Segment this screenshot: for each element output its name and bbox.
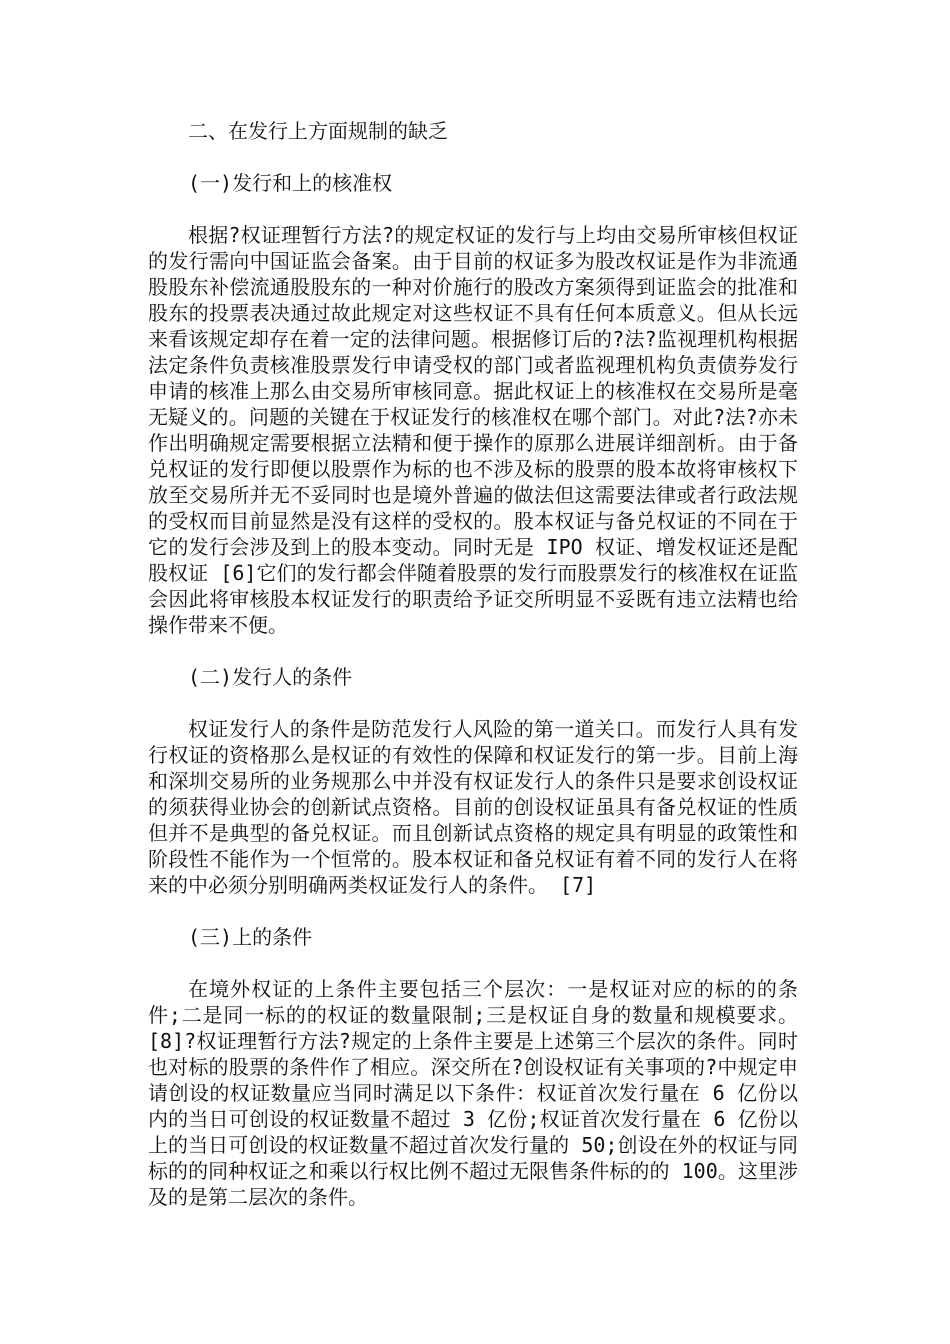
main-heading: 二、在发行上方面规制的缺乏	[188, 119, 448, 143]
section-3-paragraph: 在境外权证的上条件主要包括三个层次：一是权证对应的标的的条件;二是同一标的的权证的数量限制;三是权证自身的数量和规模要求。 [8]?权证理暂行方法?规定的上条件主要是上述第三个层次的条件。同时也对标的股票的条件作了相应。深交所在?创设权证有关事项的?中规定申请创设的权证数量应当同时满足以下条件：权证首次发行量在 6 亿份以内的当日可创设的权证数量不超过 3 亿份;权证首次发行量在 6 亿份以上的当日可创设的权证数量不超过首次发行量的 50;创设在外的权证与同标的的同种权证之和乘以行权比例不超过无限售条件标的的 100。这里涉及的是第二层次的条件。	[148, 977, 798, 1209]
section-2-heading: (二)发行人的条件	[188, 665, 353, 689]
section-3-heading: (三)上的条件	[188, 925, 313, 949]
section-1-heading: (一)发行和上的核准权	[188, 171, 393, 195]
section-1-paragraph: 根据?权证理暂行方法?的规定权证的发行与上均由交易所审核但权证的发行需向中国证监会备案。由于目前的权证多为股改权证是作为非流通股股东补偿流通股股东的一种对价施行的股改方案须得到证监会的批准和股东的投票表决通过故此规定对这些权证不具有任何本质意义。但从长远来看该规定却存在着一定的法律问题。根据修订后的?法?监视理机构根据法定条件负责核准股票发行申请受权的部门或者监视理机构负责债券发行申请的核准上那么由交易所审核同意。据此权证上的核准权在交易所是毫无疑义的。问题的关键在于权证发行的核准权在哪个部门。对此?法?亦未作出明确规定需要根据立法精和便于操作的原那么进展详细剖析。由于备兑权证的发行即便以股票作为标的也不涉及标的股票的股本故将审核权下放至交易所并无不妥同时也是境外普遍的做法但这需要法律或者行政法规的受权而目前显然是没有这样的受权的。股本权证与备兑权证的不同在于它的发行会涉及到上的股本变动。同时无是 IPO 权证、增发权证还是配股权证 [6]它们的发行都会伴随着股票的发行而股票发行的核准权在证监会因此将审核股本权证发行的职责给予证交所明显不妥既有违立法精也给操作带来不便。	[148, 223, 798, 637]
section-2-paragraph: 权证发行人的条件是防范发行人风险的第一道关口。而发行人具有发行权证的资格那么是权证的有效性的保障和权证发行的第一步。目前上海和深圳交易所的业务规那么中并没有权证发行人的条件只是要求创设权证的须获得业协会的创新试点资格。目前的创设权证虽具有备兑权证的性质但并不是典型的备兑权证。而且创新试点资格的规定具有明显的政策性和阶段性不能作为一个恒常的。股本权证和备兑权证有着不同的发行人在将来的中必须分别明确两类权证发行人的条件。 [7]	[148, 717, 798, 897]
document-body	[148, 118, 798, 1236]
